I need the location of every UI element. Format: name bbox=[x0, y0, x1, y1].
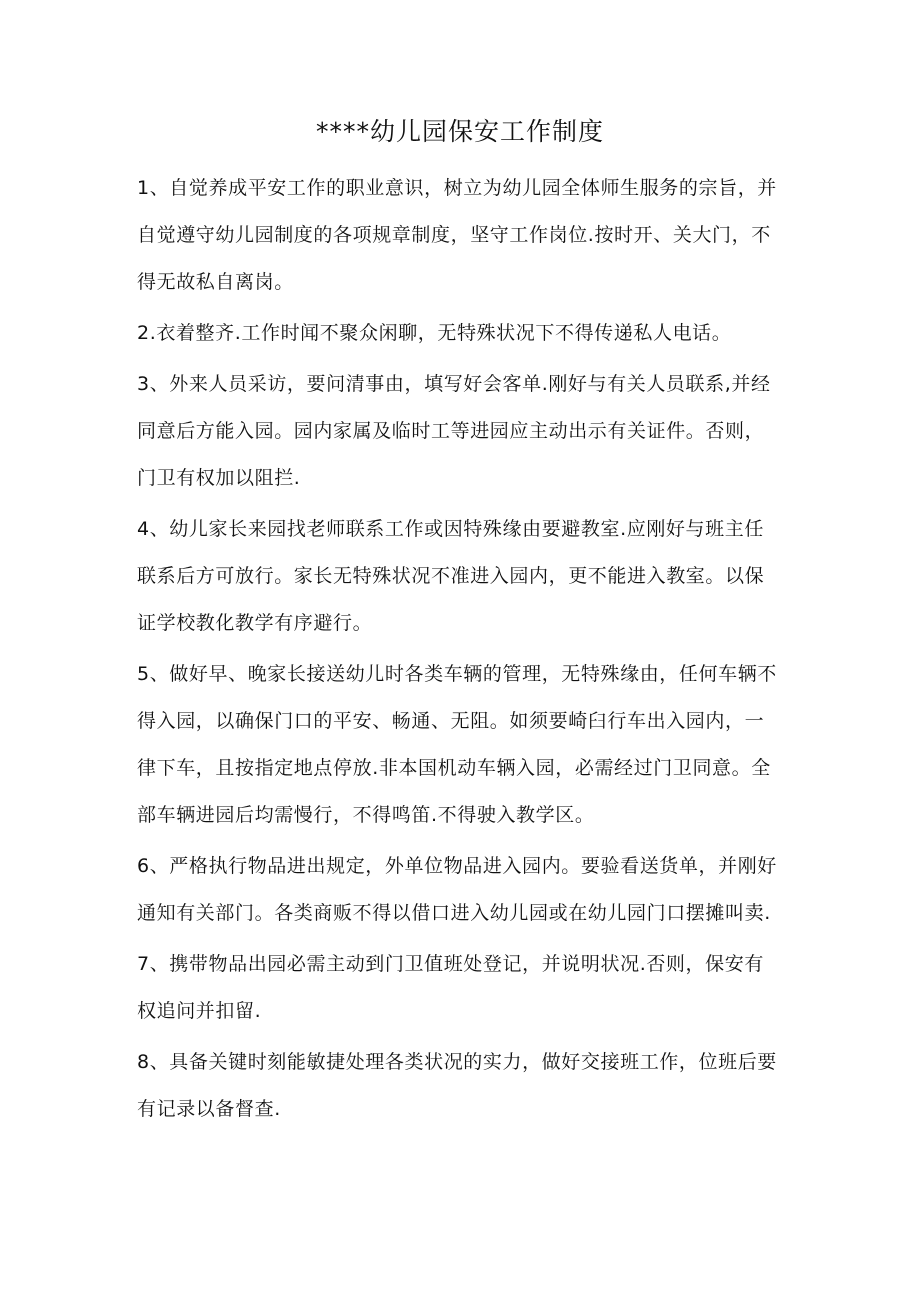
clause-5 bbox=[137, 651, 787, 839]
clause-line: 通知有关部门。各类商贩不得以借口进入幼儿园或在幼儿园门口摆摊叫卖. bbox=[137, 902, 771, 924]
clause-4 bbox=[137, 506, 787, 647]
clause-line: 6、严格执行物品进出规定，外单位物品进入园内。要验看送货单，并刚好 bbox=[137, 855, 777, 877]
clause-7 bbox=[137, 941, 787, 1035]
clause-1 bbox=[137, 165, 787, 306]
clause-6 bbox=[137, 843, 787, 937]
clause-line: 3、外来人员采访，要问清事由，填写好会客单.刚好与有关人员联系,并经 bbox=[137, 373, 771, 395]
clause-line: 1、自觉养成平安工作的职业意识，树立为幼儿园全体师生服务的宗旨，并 bbox=[137, 177, 777, 199]
document-title: ****幼儿园保安工作制度 bbox=[315, 117, 604, 146]
clause-line: 得入园，以确保门口的平安、畅通、无阻。如须要崎臼行车出入园内，一 bbox=[137, 710, 765, 732]
clause-line: 同意后方能入园。园内家属及临时工等进园应主动出示有关证件。否则， bbox=[137, 420, 765, 442]
clause-line: 门卫有权加以阻拦. bbox=[137, 467, 301, 489]
clause-8 bbox=[137, 1039, 787, 1133]
clause-line: 证学校教化教学有序避行。 bbox=[137, 612, 373, 634]
clause-line: 权追问并扣留. bbox=[137, 1000, 262, 1022]
clause-line: 自觉遵守幼儿园制度的各项规章制度，坚守工作岗位.按时开、关大门，不 bbox=[137, 224, 771, 246]
clause-line: 有记录以备督查. bbox=[137, 1098, 281, 1120]
clause-line: 2.衣着整齐.工作时闻不聚众闲聊，无特殊状况下不得传递私人电话。 bbox=[137, 322, 732, 344]
clause-line: 得无故私自离岗。 bbox=[137, 271, 294, 293]
clause-3 bbox=[137, 361, 787, 502]
clause-line: 部车辆进园后均需慢行，不得鸣笛.不得驶入教学区。 bbox=[137, 804, 595, 826]
clause-line: 联系后方可放行。家长无特殊状况不准进入园内，更不能进入教室。以保 bbox=[137, 565, 765, 587]
clause-2 bbox=[137, 310, 787, 357]
clause-line: 4、幼儿家长来园找老师联系工作或因特殊缘由要避教室.应刚好与班主任 bbox=[137, 518, 764, 540]
clause-line: 8、具备关键时刻能敏捷处理各类状况的实力，做好交接班工作，位班后要 bbox=[137, 1051, 777, 1073]
clause-line: 7、携带物品出园必需主动到门卫值班处登记，并说明状况.否则，保安有 bbox=[137, 953, 764, 975]
clause-list bbox=[137, 165, 787, 1137]
clause-line: 5、做好早、晚家长接送幼儿时各类车辆的管理，无特殊缘由，任何车辆不 bbox=[137, 663, 777, 685]
clause-line: 律下车，且按指定地点停放.非本国机动车辆入园，必需经过门卫同意。全 bbox=[137, 757, 771, 779]
